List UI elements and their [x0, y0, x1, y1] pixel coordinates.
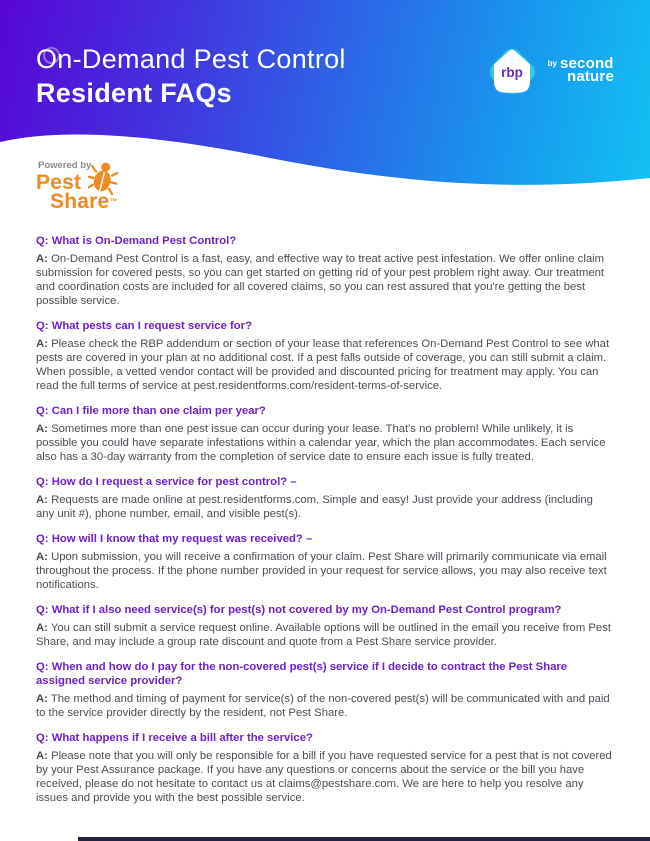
- faq-question: Q: How do I request a service for pest control? –: [36, 476, 297, 488]
- faq-answer: A: The method and timing of payment for service(s) of the non-covered pest(s) will be communicated with and paid to the service provider directly by the resident, not Pest Share.: [36, 693, 610, 719]
- rbp-logo-icon: [485, 44, 539, 100]
- document-title: On-Demand Pest Control: [36, 44, 346, 74]
- bug-icon: [88, 160, 118, 196]
- faq-item: [36, 404, 614, 464]
- faq-item: [36, 532, 614, 592]
- faq-question: Q: What pests can I request service for?: [36, 320, 252, 332]
- faq-item: [36, 731, 614, 805]
- faq-item: [36, 603, 614, 649]
- faq-question: Q: When and how do I pay for the non-covered pest(s) service if I decide to contract the Pest Share assigned service provider?: [36, 661, 568, 687]
- faq-item: [36, 660, 614, 720]
- rbp-second-nature-logo: [485, 44, 614, 100]
- pest-share-wordmark-pest: Pest: [36, 171, 82, 194]
- faq-question: Q: What if I also need service(s) for pest(s) not covered by my On-Demand Pest Control program?: [36, 604, 562, 616]
- faq-question: Q: What is On-Demand Pest Control?: [36, 235, 237, 247]
- trademark-symbol: ™: [109, 197, 118, 206]
- faq-answer: A: Requests are made online at pest.residentforms.com. Simple and easy! Just provide your address (including any unit #), phone number, email, and visible pest(s).: [36, 494, 593, 520]
- faq-question: Q: How will I know that my request was received? –: [36, 533, 313, 545]
- faq-answer: A: On-Demand Pest Control is a fast, easy, and effective way to treat active pest infestation. We offer online claim submission for covered pests, so you can get started on getting rid of your pest problem right away. Our treatment and coordination costs are included for all covered claims, so you can rest assured that you're getting the best possible service.: [36, 253, 605, 307]
- faq-item: [36, 234, 614, 308]
- byline-second: second: [559, 55, 614, 72]
- second-nature-wordmark: [548, 57, 614, 83]
- faq-question: Q: Can I file more than one claim per year?: [36, 405, 266, 417]
- byline-nature: nature: [566, 68, 614, 85]
- faq-answer: A: Please note that you will only be responsible for a bill if you have requested service for a pest that is not covered by your Pest Assurance package. If you have any questions or concerns about the service or the bill you have received, please do not hesitate to contact us at claims@pestshare.com. We are here to help you resolve any issues and provide you with the best possible service.: [36, 750, 612, 804]
- faq-answer: A: You can still submit a service request online. Available options will be outlined in the email you receive from Pest Share, and may include a group rate discount and quote from a Pest Share service provider.: [36, 622, 611, 648]
- pest-share-wordmark-share: Share™: [50, 190, 118, 213]
- faq-answer: A: Please check the RBP addendum or section of your lease that references On-Demand Pest Control to see what pests are covered in your plan at no additional cost. If a pest falls outside of coverage, you can still submit a claim. When possible, a vetted vendor contact will be provided and discounted pricing for treatment may apply. You can read the full terms of service at pest.residentforms.com/resident-terms-of-service.: [36, 338, 610, 392]
- faq-answer: A: Upon submission, you will receive a confirmation of your claim. Pest Share will primarily communicate via email throughout the process. If the phone number provided in your request for service allows, you may also receive text notifications.: [36, 551, 607, 591]
- title-block: [36, 42, 346, 110]
- pest-share-logo: [36, 160, 146, 211]
- faq-question: Q: What happens if I receive a bill after the service?: [36, 732, 313, 744]
- byline-by: by: [547, 59, 557, 68]
- header-banner: [0, 0, 650, 232]
- faq-item: [36, 319, 614, 393]
- faq-answer: A: Sometimes more than one pest issue can occur during your lease. That's no problem! While unlikely, it is possible you could have separate infestations within a calendar year, which the plan accommodates. Each service also has a 30-day warranty from the completion of service date to ensure each issue is fully treated.: [36, 423, 606, 463]
- bottom-edge: [78, 837, 650, 841]
- faq-item: [36, 475, 614, 521]
- powered-by-label: Powered by: [38, 160, 92, 171]
- rbp-wordmark: rbp: [500, 64, 523, 80]
- faq-list: [0, 232, 650, 805]
- document-subtitle: Resident FAQs: [36, 78, 232, 108]
